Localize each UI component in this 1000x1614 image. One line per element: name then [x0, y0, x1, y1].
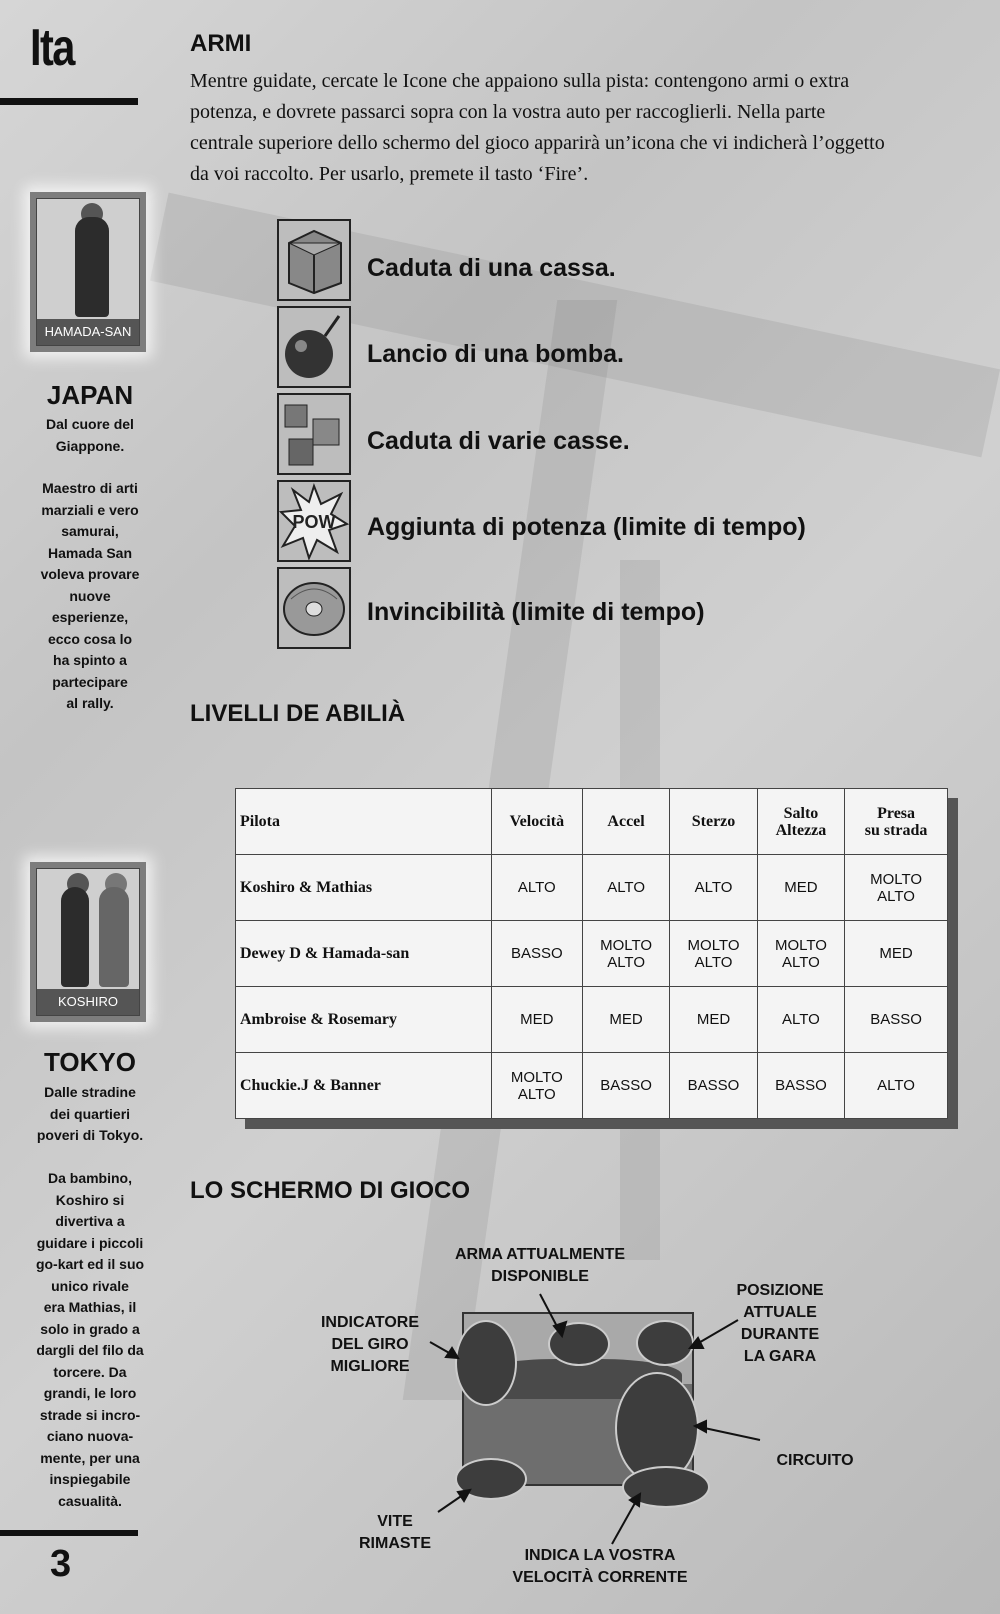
callout-speed: INDICA LA VOSTRA VELOCITÀ CORRENTE [512, 1547, 688, 1586]
sidebar-line: casualità. [58, 1492, 122, 1509]
callout-lives: VITE RIMASTE [359, 1513, 431, 1552]
table-cell: MOLTO ALTO [582, 921, 669, 987]
sidebar-line: ecco cosa lo [47, 630, 133, 647]
sidebar-line: Koshiro si [55, 1191, 125, 1208]
table-cell: ALTO [845, 1053, 948, 1119]
sidebar-title-japan: JAPAN [46, 380, 134, 410]
hamada-san-portrait [30, 192, 146, 352]
table-header-cell: Presa su strada [845, 789, 948, 855]
sidebar-subtitle-tokyo [22, 1082, 158, 1147]
position-bubble [636, 1320, 694, 1366]
weapon-label: Aggiunta di potenza (limite di tempo) [367, 513, 806, 541]
sidebar-bio-hamada [22, 478, 158, 715]
speed-bubble [622, 1466, 710, 1508]
sidebar-line: Dalle stradine [44, 1084, 136, 1100]
callout-position: POSIZIONE ATTUALE DURANTE LA GARA [736, 1282, 824, 1365]
table-header-cell: Velocità [491, 789, 582, 855]
section-heading-schermo: LO SCHERMO DI GIOCO [190, 1177, 471, 1204]
table-header-cell: Pilota [236, 789, 492, 855]
table-cell: BASSO [491, 921, 582, 987]
paragraph-line: Mentre guidate, cercate le Icone che appaiono sulla pista: contengono armi o extra [190, 70, 850, 92]
sidebar-line: voleva provare [40, 566, 140, 582]
sidebar-line: divertiva a [55, 1213, 125, 1229]
sidebar-line: go-kart ed il suo [35, 1256, 145, 1272]
sidebar-line: ha spinto a [53, 652, 127, 668]
sidebar-subtitle-japan [22, 414, 158, 457]
table-cell: Ambroise & Rosemary [236, 987, 492, 1053]
sidebar-line: Maestro di arti [42, 480, 138, 496]
sidebar-line: Dal cuore del [46, 416, 134, 432]
sidebar-line: strade si incro- [39, 1406, 141, 1423]
pow-icon [277, 480, 351, 562]
portrait-caption: KOSHIRO [37, 989, 139, 1015]
sidebar-line: inspiegabile [49, 1471, 131, 1487]
sidebar-line: era Mathias, il [43, 1299, 137, 1315]
sidebar-title-tokyo: TOKYO [44, 1047, 136, 1077]
table-cell: Dewey D & Hamada-san [236, 921, 492, 987]
svg-text:POW: POW [292, 512, 336, 532]
table-row [236, 921, 948, 987]
skill-levels-table [235, 788, 948, 1119]
armi-paragraph [190, 66, 965, 190]
table-cell: BASSO [757, 1053, 844, 1119]
top-left-rule [0, 98, 138, 105]
sidebar-line: Hamada San [47, 544, 133, 561]
table-row [236, 987, 948, 1053]
table-cell: ALTO [670, 855, 757, 921]
sidebar-line: poveri di Tokyo. [36, 1127, 144, 1143]
table-cell: MOLTO ALTO [845, 855, 948, 921]
callout-weapon: ARMA ATTUALMENTE DISPONIBLE [454, 1246, 626, 1285]
table-cell: MED [845, 921, 948, 987]
table-header-row [236, 789, 948, 855]
table-cell: MOLTO ALTO [670, 921, 757, 987]
sidebar-line: marziali e vero [41, 501, 139, 518]
table-cell: BASSO [582, 1053, 669, 1119]
paragraph-line: da voi raccolto. Per usarlo, premete il tasto ‘Fire’. [190, 163, 589, 185]
section-heading-livelli: LIVELLI DE ABILIÀ [190, 700, 406, 727]
sidebar-bio-koshiro [22, 1168, 158, 1512]
sidebar-line: ciano nuova- [46, 1428, 134, 1444]
table-cell: MOLTO ALTO [757, 921, 844, 987]
table-cell: ALTO [582, 855, 669, 921]
paragraph-line: potenza, e dovrete passarci sopra con la vostra auto per raccoglierli. Nella parte [190, 101, 826, 123]
sidebar-line: guidare i piccoli [36, 1234, 144, 1251]
koshiro-portrait [30, 862, 146, 1022]
sidebar-line: Da bambino, [47, 1170, 132, 1186]
table-header-cell: Salto Altezza [757, 789, 844, 855]
language-label: Ita [30, 19, 74, 77]
table-cell: MOLTO ALTO [491, 1053, 582, 1119]
callout-best-lap: INDICATORE DEL GIRO MIGLIORE [320, 1314, 420, 1375]
table-cell: MED [491, 987, 582, 1053]
weapon-label: Invincibilità (limite di tempo) [367, 598, 705, 626]
sidebar-line: unico rivale [51, 1277, 129, 1294]
page-number: 3 [50, 1543, 72, 1585]
sidebar-line: samurai, [61, 523, 119, 539]
lives-bubble [455, 1458, 527, 1500]
bomb-icon [277, 306, 351, 388]
best-lap-bubble [455, 1320, 517, 1406]
sidebar-line: esperienze, [51, 609, 129, 625]
crates-icon [277, 393, 351, 475]
table-cell: MED [757, 855, 844, 921]
crate-icon [277, 219, 351, 301]
table-header-cell: Sterzo [670, 789, 757, 855]
sidebar-line: dargli del filo da [36, 1342, 144, 1358]
sidebar-line: mente, per una [40, 1449, 140, 1466]
section-heading-armi: ARMI [190, 30, 252, 57]
table-header-cell: Accel [582, 789, 669, 855]
table-cell: MED [582, 987, 669, 1053]
weapon-bubble [548, 1322, 610, 1366]
table-cell: BASSO [670, 1053, 757, 1119]
table-cell: ALTO [491, 855, 582, 921]
sidebar-line: nuove [69, 587, 111, 604]
bottom-left-rule [0, 1530, 138, 1536]
table-cell: Chuckie.J & Banner [236, 1053, 492, 1119]
table-cell: BASSO [845, 987, 948, 1053]
sidebar-line: partecipare [52, 673, 128, 690]
portrait-caption: HAMADA-SAN [37, 319, 139, 345]
disc-icon [277, 567, 351, 649]
paragraph-line: centrale superiore dello schermo del gioco apparirà un’icona che vi indicherà l’oggetto [190, 132, 885, 154]
sidebar-line: solo in grado a [40, 1320, 140, 1337]
sidebar-line: Giappone. [55, 437, 125, 454]
weapon-label: Caduta di varie casse. [367, 427, 630, 455]
table-row [236, 1053, 948, 1119]
weapon-label: Lancio di una bomba. [367, 340, 624, 368]
table-cell: ALTO [757, 987, 844, 1053]
table-cell: Koshiro & Mathias [236, 855, 492, 921]
callout-circuit: CIRCUITO [776, 1452, 854, 1469]
sidebar-line: torcere. Da [53, 1363, 127, 1380]
table-cell: MED [670, 987, 757, 1053]
sidebar-line: grandi, le loro [43, 1385, 137, 1401]
table-row [236, 855, 948, 921]
weapon-label: Caduta di una cassa. [367, 254, 616, 282]
sidebar-line: dei quartieri [49, 1105, 131, 1122]
sidebar-line: al rally. [66, 695, 114, 711]
